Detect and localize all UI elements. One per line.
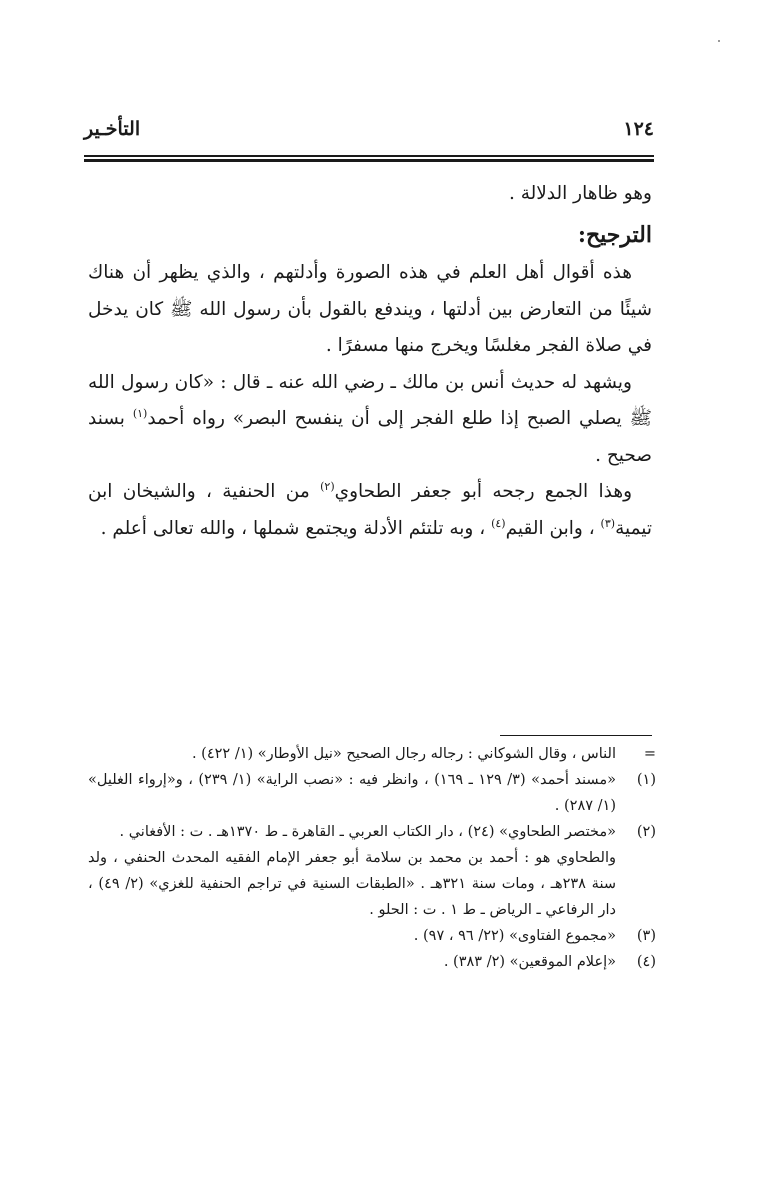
header-rule-thin [84, 155, 654, 157]
scan-speck [718, 40, 720, 42]
footnote-2-extra: والطحاوي هو : أحمد بن محمد بن سلامة أبو جعفر الإمام الفقيه المحدث الحنفي ، ولد سنة ٢٣٨هـ ، ومات سنة ٣٢١هـ . «الطبقات السنية في تراجم الحنفية للغزي» (٢/ ٤٩) ، دار الرفاعي ـ الرياض ـ ط ١ . ت : الحلو . [88, 850, 616, 918]
footnote-4 [88, 949, 656, 975]
footnote-marker: (١) [636, 772, 656, 788]
paragraph-3-text-c: ، وابن القيم [505, 517, 601, 539]
footnote-continued [88, 741, 656, 767]
footnote-3 [88, 923, 656, 949]
footnote-marker: (٢) [636, 824, 656, 840]
footnote-1 [88, 767, 656, 819]
paragraph-2 [88, 365, 652, 475]
footnote-separator [500, 735, 652, 736]
footnote-ref-2: (٢) [320, 479, 335, 493]
paragraph-1: هذه أقوال أهل العلم في هذه الصورة وأدلتهم ، والذي يظهر أن هناك شيئًا من التعارض بين أدلتها ، ويندفع بالقول بأن رسول الله ﷺ كان يدخل في صلاة الفجر مغلسًا ويخرج منها مسفرًا . [88, 262, 652, 356]
header-rule-thick [84, 159, 654, 162]
footnote-text: «مختصر الطحاوي» (٢٤) ، دار الكتاب العربي ـ القاهرة ـ ط ١٣٧٠هـ . ت : الأفغاني . [119, 824, 616, 840]
footnote-marker: = [643, 746, 656, 762]
paragraph-3 [88, 474, 652, 547]
page-header [84, 118, 654, 154]
paragraph-2-text-a: ويشهد له حديث أنس بن مالك ـ رضي الله عنه ـ قال : «كان رسول الله ﷺ يصلي الصبح إذا طلع الفجر إلى أن ينفسح البصر» رواه أحمد [88, 371, 652, 429]
opening-line: وهو ظاهار الدلالة . [508, 183, 652, 204]
footnote-text: «مسند أحمد» (٣/ ١٢٩ ـ ١٦٩) ، وانظر فيه : «نصب الراية» (١/ ٢٣٩) ، و«إرواء الغليل» (١/ ٢٨٧) . [88, 772, 617, 814]
footnote-ref-4: (٤) [491, 516, 506, 530]
running-title: التأخـير [84, 118, 141, 140]
paragraph-3-text-a: وهذا الجمع رجحه أبو جعفر الطحاوي [334, 481, 633, 502]
footnote-text: «مجموع الفتاوى» (٢٢/ ٩٦ ، ٩٧) . [413, 928, 616, 944]
footnote-text: «إعلام الموقعين» (٢/ ٣٨٣) . [443, 954, 616, 970]
paragraph-2-text-b: بسند صحيح . [88, 408, 652, 466]
footnotes [88, 741, 656, 975]
footnote-text: الناس ، وقال الشوكاني : رجاله رجال الصحيح «نيل الأوطار» (١/ ٤٢٢) . [191, 746, 616, 762]
paragraph-3-text-d: ، وبه تلتئم الأدلة ويجتمع شملها ، والله تعالى أعلم . [100, 517, 492, 539]
footnote-2 [88, 819, 656, 845]
footnote-ref-1: (١) [132, 406, 148, 420]
page-number: ١٢٤ [623, 118, 654, 140]
footnote-ref-3: (٣) [600, 516, 616, 530]
paragraph-3-text-b: من الحنفية ، والشيخان ابن تيمية [88, 481, 652, 539]
main-text [88, 176, 652, 547]
footnote-marker: (٣) [636, 928, 656, 944]
section-heading: الترجيح: [577, 221, 652, 248]
footnote-marker: (٤) [636, 954, 656, 970]
